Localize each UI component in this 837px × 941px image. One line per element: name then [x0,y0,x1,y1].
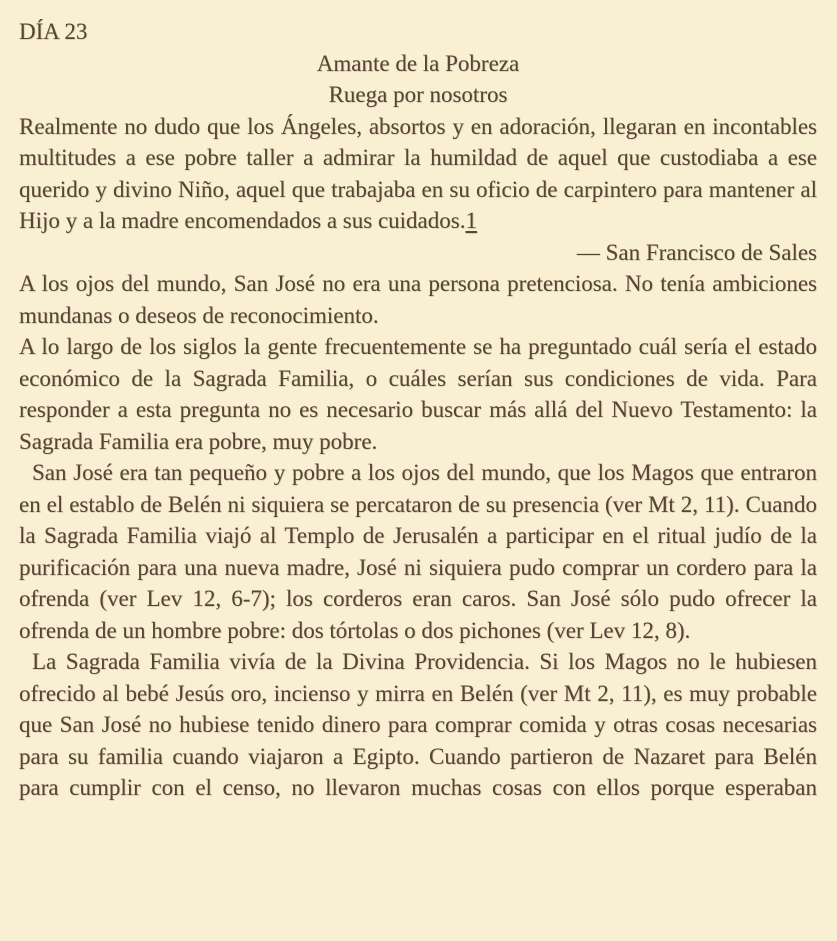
paragraph: La Sagrada Familia vivía de la Divina Providencia. Si los Magos no le hubiesen ofrecido al bebé Jesús oro, incienso y mirra en Belén (ver Mt 2, 11), es muy probable que San José no hubiese tenido dinero para comprar comida y otras cosas necesarias para su familia cuando viajaron a Egipto. Cuando partieron de Nazaret para Belén para cumplir con el censo, no llevaron muchas cosas con ellos porque esperaban [19,649,817,800]
day-label: DÍA 23 [19,19,88,44]
paragraph: A los ojos del mundo, San José no era una persona pretenciosa. No tenía ambiciones mundanas o deseos de reconocimiento. [19,271,817,328]
devotion-title: Amante de la Pobreza [316,50,520,76]
quote-attribution: — San Francisco de Sales [576,239,817,265]
devotion-invocation: Ruega por nosotros [328,82,508,107]
paragraph: San José era tan pequeño y pobre a los ojos del mundo, que los Magos que entraron en el establo de Belén ni siquiera se percataron de su presencia (ver Mt 2, 11). Cuando la Sagrada Familia viajó al Templo de Jerusalén a participar en el ritual judío de la purificación para una nueva madre, José ni siquiera pudo comprar un cordero para la ofrenda (ver Lev 12, 6-7); los corderos eran caros. San José sólo pudo ofrecer la ofrenda de un hombre pobre: dos tórtolas o dos pichones (ver Lev 12, 8). [19,460,817,643]
quote-paragraph [19,111,817,237]
footnote-link[interactable]: 1 [465,208,477,233]
quote-text: Realmente no dudo que los Ángeles, absortos y en adoración, llegaran en incontables multitudes a ese pobre taller a admirar la humildad de aquel que custodiaba a ese querido y divino Niño, aquel que trabajaba en su oficio de carpintero para mantener al Hijo y a la madre encomendados a sus cuidados. [19,113,817,233]
paragraph: A lo largo de los siglos la gente frecuentemente se ha preguntado cuál sería el estado económico de la Sagrada Familia, o cuáles serían sus condiciones de vida. Para responder a esta pregunta no es necesario buscar más allá del Nuevo Testamento: la Sagrada Familia era pobre, muy pobre. [19,334,817,454]
